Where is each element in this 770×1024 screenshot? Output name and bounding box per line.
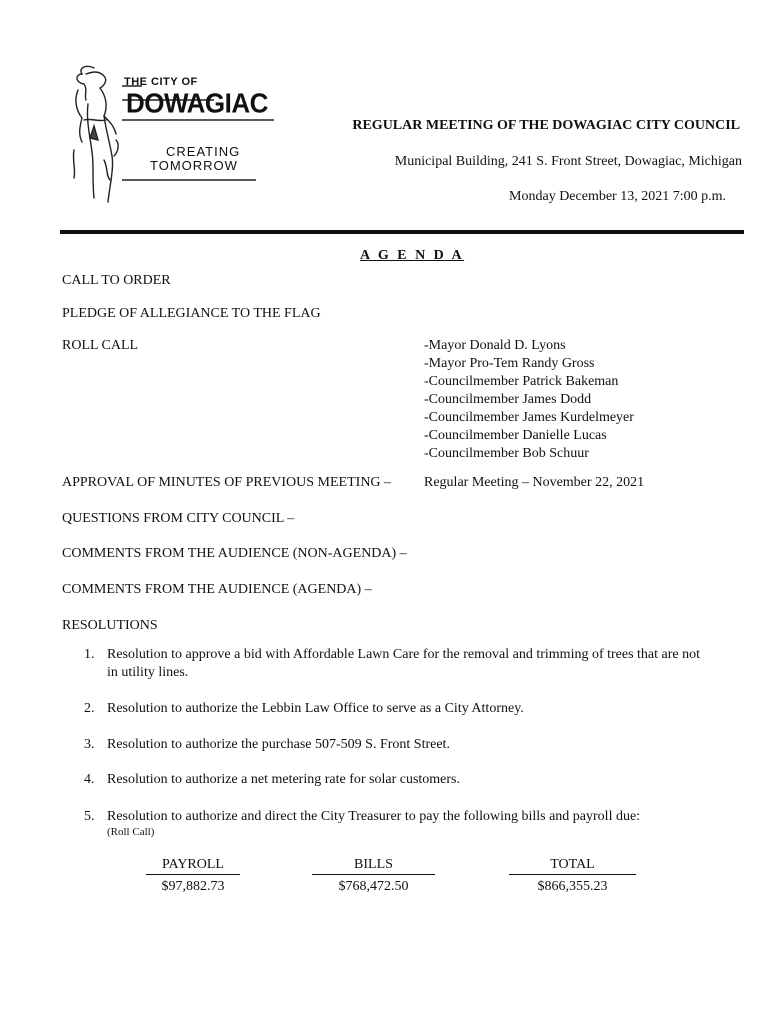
payroll-label: PAYROLL (146, 857, 240, 875)
payroll-value: $97,882.73 (161, 879, 225, 894)
resolution-text: Resolution to authorize a net metering rate for solar customers. (107, 772, 461, 787)
header-divider (60, 230, 744, 234)
resolution-number: 5. (84, 809, 95, 824)
section-questions: QUESTIONS FROM CITY COUNCIL – (62, 511, 295, 526)
total-label: TOTAL (509, 857, 636, 875)
roster-item: -Councilmember Bob Schuur (424, 446, 589, 461)
section-comments-agenda: COMMENTS FROM THE AUDIENCE (AGENDA) – (62, 582, 372, 597)
resolution-text: Resolution to approve a bid with Affordable Lawn Care for the removal and trimming of trees that are not in utility lines. (107, 647, 701, 680)
logo-name: DOWAGIAC (126, 87, 268, 119)
meeting-location: Municipal Building, 241 S. Front Street, Dowagiac, Michigan (394, 154, 742, 169)
resolution-text: Resolution to authorize and direct the City Treasurer to pay the following bills and payroll due: (107, 809, 641, 824)
approval-detail: Regular Meeting – November 22, 2021 (424, 475, 645, 490)
section-resolutions: RESOLUTIONS (62, 618, 158, 633)
resolution-number: 3. (84, 737, 95, 752)
roster-item: -Mayor Donald D. Lyons (424, 338, 566, 353)
roll-call-note: (Roll Call) (107, 826, 155, 838)
roster-item: -Councilmember Danielle Lucas (424, 428, 607, 443)
logo-tagline-2: TOMORROW (150, 158, 238, 173)
bills-value: $768,472.50 (338, 879, 409, 894)
figure-sketch-icon (73, 66, 118, 202)
resolution-number: 2. (84, 701, 95, 716)
total-value: $866,355.23 (537, 879, 608, 894)
roster-item: -Councilmember Patrick Bakeman (424, 374, 619, 389)
resolution-number: 1. (84, 647, 95, 662)
resolution-number: 4. (84, 772, 95, 787)
section-call-to-order: CALL TO ORDER (62, 273, 171, 288)
roster-item: -Mayor Pro-Tem Randy Gross (424, 356, 595, 371)
logo-small-text: THE CITY OF (124, 76, 198, 88)
section-approval: APPROVAL OF MINUTES OF PREVIOUS MEETING – (62, 475, 392, 490)
section-pledge: PLEDGE OF ALLEGIANCE TO THE FLAG (62, 306, 321, 321)
resolution-text: Resolution to authorize the purchase 507-509 S. Front Street. (107, 737, 450, 752)
section-comments-non-agenda: COMMENTS FROM THE AUDIENCE (NON-AGENDA) – (62, 546, 407, 561)
agenda-heading: A G E N D A (360, 248, 465, 263)
council-roster (424, 337, 634, 463)
logo-tagline-1: CREATING (166, 144, 241, 159)
resolution-text: Resolution to authorize the Lebbin Law Office to serve as a City Attorney. (107, 701, 524, 716)
meeting-datetime: Monday December 13, 2021 7:00 p.m. (509, 189, 726, 204)
roster-item: -Councilmember James Dodd (424, 392, 592, 407)
bills-label: BILLS (312, 857, 435, 875)
roster-item: -Councilmember James Kurdelmeyer (424, 410, 634, 425)
meeting-title: REGULAR MEETING OF THE DOWAGIAC CITY COUNCIL (352, 118, 740, 133)
section-roll-call: ROLL CALL (62, 338, 139, 353)
